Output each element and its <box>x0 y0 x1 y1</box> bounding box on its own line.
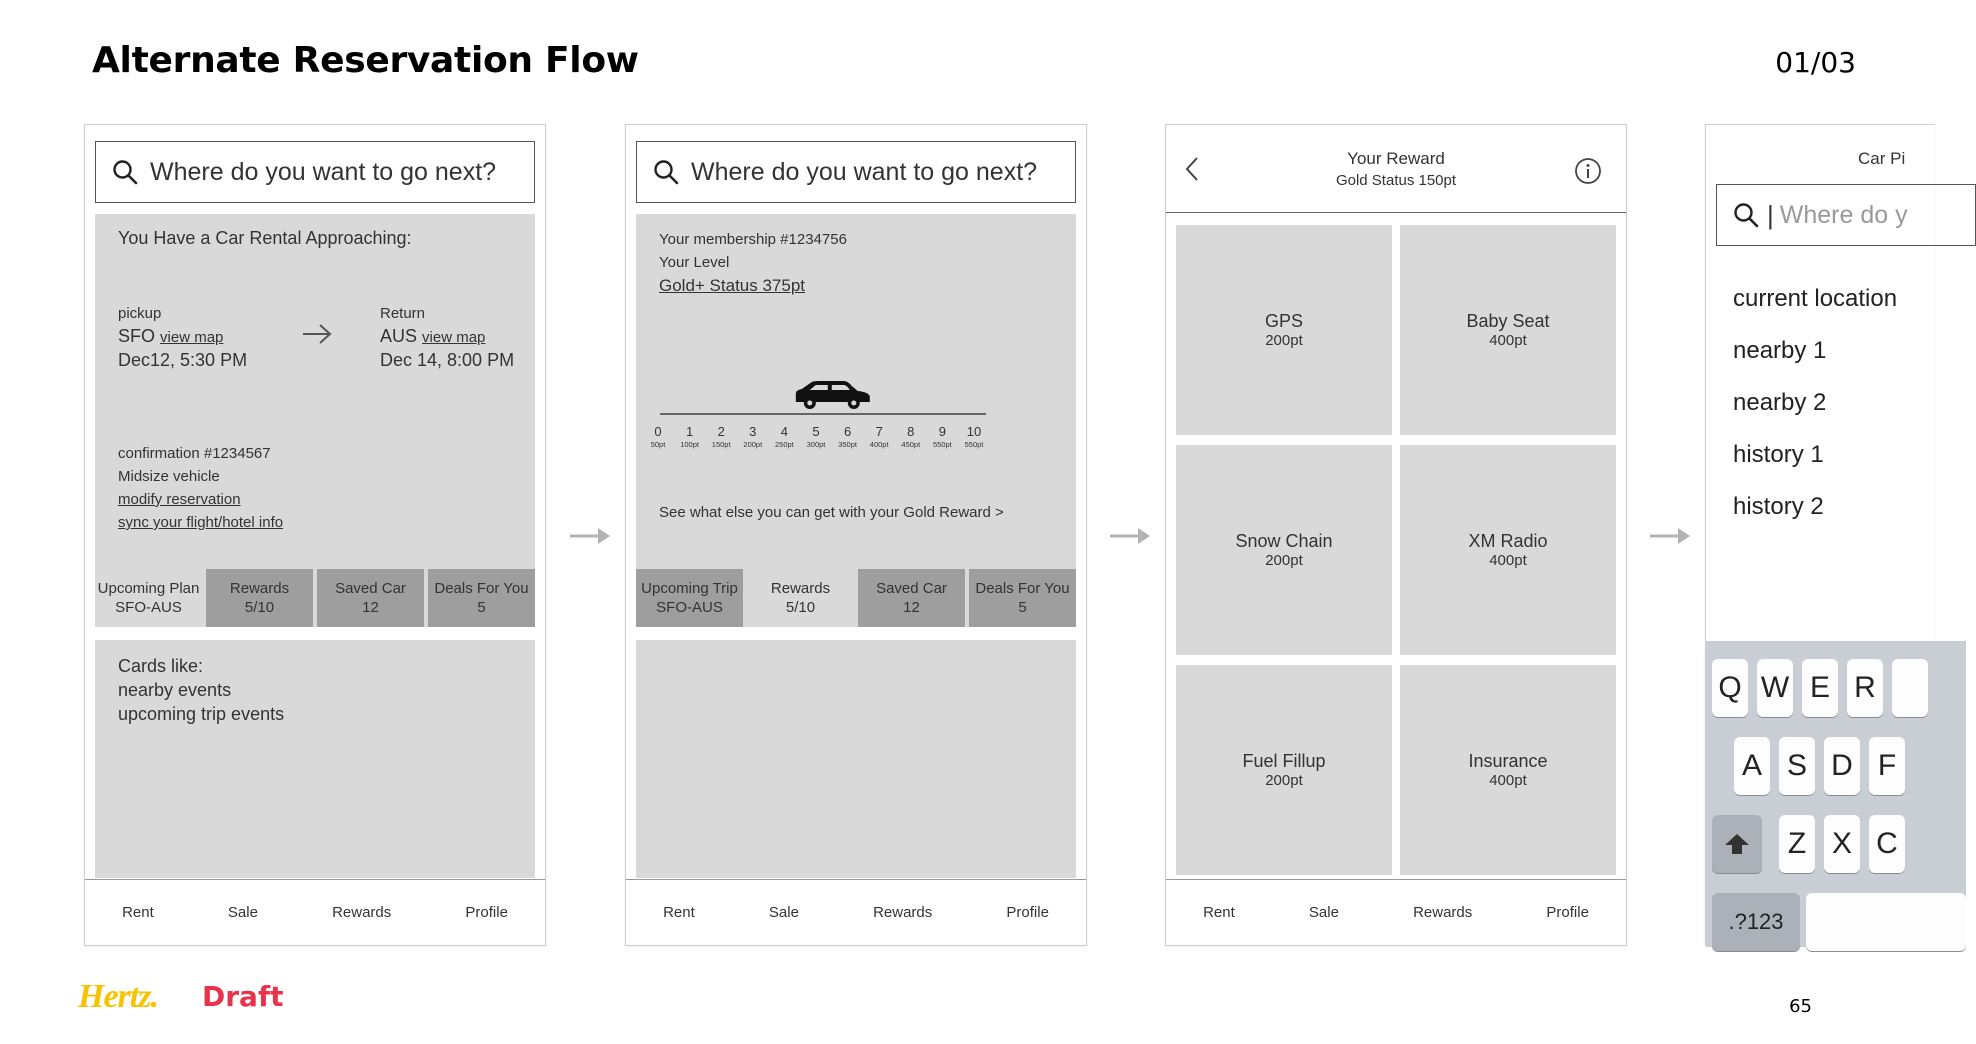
reward-header <box>1166 125 1626 213</box>
return-date: Dec 14, 8:00 PM <box>380 350 515 370</box>
pickup-label: pickup <box>118 305 162 322</box>
car-marker-icon <box>796 381 870 409</box>
timeline-points-label: 550pt <box>933 440 952 449</box>
reward-points: 200pt <box>1265 332 1303 349</box>
key-d[interactable]: D <box>1824 737 1860 795</box>
suggestion-history-1[interactable]: history 1 <box>1733 441 1824 468</box>
timeline-level-label: 1 <box>685 424 694 439</box>
nav-sale[interactable]: Sale <box>1308 904 1339 921</box>
timeline-level-label: 0 <box>654 424 662 439</box>
timeline-points-label: 400pt <box>869 440 889 449</box>
screen-header: Car Pi <box>1858 149 1906 168</box>
pickup-info <box>118 302 247 372</box>
key-f[interactable]: F <box>1869 737 1905 795</box>
tab-label: Saved Car <box>876 580 947 597</box>
cards-like-label: Cards like: <box>118 656 204 676</box>
modify-reservation-link[interactable]: modify reservation <box>118 491 241 508</box>
suggestion-nearby-1[interactable]: nearby 1 <box>1733 337 1827 364</box>
nav-sale[interactable]: Sale <box>227 904 258 921</box>
reward-tile-baby-seat[interactable] <box>1400 225 1616 435</box>
nav-profile[interactable]: Profile <box>465 904 508 921</box>
reward-tile-snow-chain[interactable] <box>1176 445 1392 655</box>
timeline-points-label: 150pt <box>711 440 731 449</box>
search-bar[interactable] <box>636 141 1076 203</box>
tab-label: Saved Car <box>335 580 406 597</box>
nav-profile[interactable]: Profile <box>1006 904 1049 921</box>
reward-header-title: Your Reward <box>1347 148 1445 168</box>
keyboard <box>1706 641 1966 947</box>
reward-points: 400pt <box>1489 552 1527 569</box>
info-icon[interactable] <box>1574 157 1602 185</box>
key-q[interactable]: Q <box>1712 659 1748 717</box>
flow-arrow-icon <box>568 524 612 548</box>
timeline-level-label: 9 <box>938 424 947 439</box>
tab-saved-car[interactable] <box>317 569 424 627</box>
tab-value: SFO-AUS <box>115 599 182 616</box>
sync-info-link[interactable]: sync your flight/hotel info <box>118 514 284 531</box>
nav-rewards[interactable]: Rewards <box>1413 904 1473 921</box>
reward-name: Insurance <box>1468 751 1548 771</box>
timeline-points-label: 250pt <box>775 440 794 449</box>
tab-label: Upcoming Trip <box>641 580 738 597</box>
tab-value: 5/10 <box>785 599 816 616</box>
reward-tile-insurance[interactable] <box>1400 665 1616 875</box>
key-s[interactable]: S <box>1779 737 1815 795</box>
return-label: Return <box>380 305 426 322</box>
pickup-view-map-link[interactable]: view map <box>160 329 224 346</box>
tab-rewards[interactable] <box>747 569 854 627</box>
search-icon <box>1733 202 1759 228</box>
timeline-points-label: 550pt <box>964 440 984 449</box>
pickup-code: SFO <box>118 326 156 346</box>
tab-upcoming-plan[interactable] <box>95 569 202 627</box>
timeline-level-label: 2 <box>717 424 725 439</box>
vehicle-class: Midsize vehicle <box>118 468 220 485</box>
text-cursor: | <box>1767 199 1774 230</box>
space-key[interactable] <box>1806 893 1966 951</box>
return-view-map-link[interactable]: view map <box>422 329 486 346</box>
search-icon <box>112 159 138 185</box>
tab-label: Deals For You <box>434 580 529 597</box>
nav-rent[interactable]: Rent <box>122 904 154 921</box>
reward-points: 200pt <box>1265 552 1303 569</box>
tab-label: Deals For You <box>975 580 1070 597</box>
search-placeholder: Where do y <box>1779 200 1908 229</box>
arrow-right-icon <box>301 322 333 346</box>
bottom-nav <box>1166 879 1626 945</box>
timeline-points-label: 100pt <box>680 440 699 449</box>
membership-card <box>636 214 1076 627</box>
search-icon <box>653 159 679 185</box>
key-a[interactable]: A <box>1734 737 1770 795</box>
rental-approaching-card <box>95 214 535 627</box>
tab-value: 5/10 <box>244 599 275 616</box>
tab-label: Rewards <box>229 580 290 597</box>
tab-saved-car[interactable] <box>858 569 965 627</box>
suggestion-list <box>1733 273 1897 533</box>
nearby-events-label: nearby events <box>118 680 232 700</box>
level-timeline <box>646 354 1066 449</box>
search-input-text: Where do you want to go next? <box>691 157 1038 186</box>
suggestion-history-2[interactable]: history 2 <box>1733 493 1824 520</box>
phone-screen-your-reward <box>1165 124 1627 946</box>
flow-arrow-icon <box>1648 524 1692 548</box>
tab-value: SFO-AUS <box>656 599 723 616</box>
tab-value: 5 <box>1018 599 1027 616</box>
nav-rent[interactable]: Rent <box>663 904 695 921</box>
tab-label: Upcoming Plan <box>97 580 200 597</box>
reward-name: Snow Chain <box>1235 531 1333 551</box>
phone-screen-home <box>84 124 546 946</box>
level-status-link[interactable]: Gold+ Status 375pt <box>659 276 806 295</box>
phone-screen-rewards <box>625 124 1087 946</box>
timeline-points-label: 300pt <box>806 440 826 449</box>
timeline-points-label: 200pt <box>743 440 763 449</box>
numbers-key[interactable]: .?123 <box>1712 893 1800 951</box>
page-count: 01/03 <box>1775 46 1856 79</box>
reward-tile-xm-radio[interactable] <box>1400 445 1616 655</box>
phone-screen-car-pickup-search <box>1705 124 1935 946</box>
timeline-level-label: 6 <box>843 424 852 439</box>
tab-deals[interactable] <box>428 569 535 627</box>
reward-header-subtitle: Gold Status 150pt <box>1335 171 1457 189</box>
timeline-level-label: 3 <box>749 424 757 439</box>
timeline-level-label: 10 <box>966 424 982 439</box>
draft-label: Draft <box>202 980 284 1013</box>
tab-value: 12 <box>903 599 920 616</box>
return-info <box>380 302 514 372</box>
key-x[interactable]: X <box>1824 815 1860 873</box>
confirmation-number: confirmation #1234567 <box>118 445 271 462</box>
return-code: AUS <box>380 326 418 346</box>
key-r[interactable]: R <box>1847 659 1883 717</box>
summary-tabs <box>95 569 535 627</box>
tab-value: 12 <box>362 599 379 616</box>
card-title: You Have a Car Rental Approaching: <box>118 228 412 248</box>
tab-rewards[interactable] <box>206 569 313 627</box>
reward-tile-fuel-fillup[interactable] <box>1176 665 1392 875</box>
level-label: Your Level <box>659 254 730 271</box>
key-z[interactable]: Z <box>1779 815 1815 873</box>
tab-upcoming-trip[interactable] <box>636 569 743 627</box>
back-chevron-icon[interactable] <box>1182 155 1202 183</box>
reward-name: GPS <box>1264 311 1303 331</box>
reward-grid <box>1176 225 1616 875</box>
search-bar[interactable] <box>1716 184 1976 246</box>
bottom-nav <box>85 879 545 945</box>
reservation-details <box>118 442 283 534</box>
timeline-points-label: 450pt <box>901 440 921 449</box>
key-c[interactable]: C <box>1869 815 1905 873</box>
reward-points: 400pt <box>1489 332 1527 349</box>
key-t-partial[interactable] <box>1892 659 1928 717</box>
nav-rent[interactable]: Rent <box>1203 904 1235 921</box>
tab-label: Rewards <box>770 580 831 597</box>
reward-name: Fuel Fillup <box>1242 751 1326 771</box>
key-e[interactable]: E <box>1802 659 1838 717</box>
nav-rewards[interactable]: Rewards <box>332 904 392 921</box>
timeline-points-label: 350pt <box>838 440 857 449</box>
suggestion-current-location[interactable]: current location <box>1733 285 1898 312</box>
membership-number: Your membership #1234756 <box>659 231 847 248</box>
events-card <box>95 640 535 878</box>
summary-tabs <box>636 569 1076 627</box>
reward-name: XM Radio <box>1468 531 1548 551</box>
trip-events-label: upcoming trip events <box>118 704 285 724</box>
flow-arrow-icon <box>1108 524 1152 548</box>
bottom-nav <box>626 879 1086 945</box>
reward-points: 400pt <box>1489 772 1527 789</box>
tab-value: 5 <box>477 599 486 616</box>
empty-card <box>636 640 1076 878</box>
shift-key[interactable] <box>1712 815 1762 873</box>
reward-points: 200pt <box>1265 772 1303 789</box>
see-more-link[interactable]: See what else you can get with your Gold Reward > <box>659 504 1004 521</box>
page-number: 65 <box>1789 996 1812 1017</box>
timeline-points-label: 50pt <box>650 440 666 449</box>
hertz-logo: Hertz. <box>78 978 158 1015</box>
search-bar[interactable] <box>95 141 535 203</box>
timeline-level-label: 7 <box>875 424 883 439</box>
key-w[interactable]: W <box>1757 659 1793 717</box>
reward-name: Baby Seat <box>1466 311 1550 331</box>
tab-deals[interactable] <box>969 569 1076 627</box>
timeline-level-label: 5 <box>812 424 820 439</box>
timeline-level-label: 4 <box>780 424 789 439</box>
pickup-date: Dec12, 5:30 PM <box>118 350 248 370</box>
reward-tile-gps[interactable] <box>1176 225 1392 435</box>
nav-sale[interactable]: Sale <box>768 904 799 921</box>
nav-rewards[interactable]: Rewards <box>873 904 933 921</box>
timeline-level-label: 8 <box>907 424 915 439</box>
suggestion-nearby-2[interactable]: nearby 2 <box>1733 389 1827 416</box>
slide-title: Alternate Reservation Flow <box>92 40 639 81</box>
nav-profile[interactable]: Profile <box>1546 904 1589 921</box>
shift-arrow-icon <box>1724 832 1750 856</box>
search-input-text: Where do you want to go next? <box>150 157 497 186</box>
